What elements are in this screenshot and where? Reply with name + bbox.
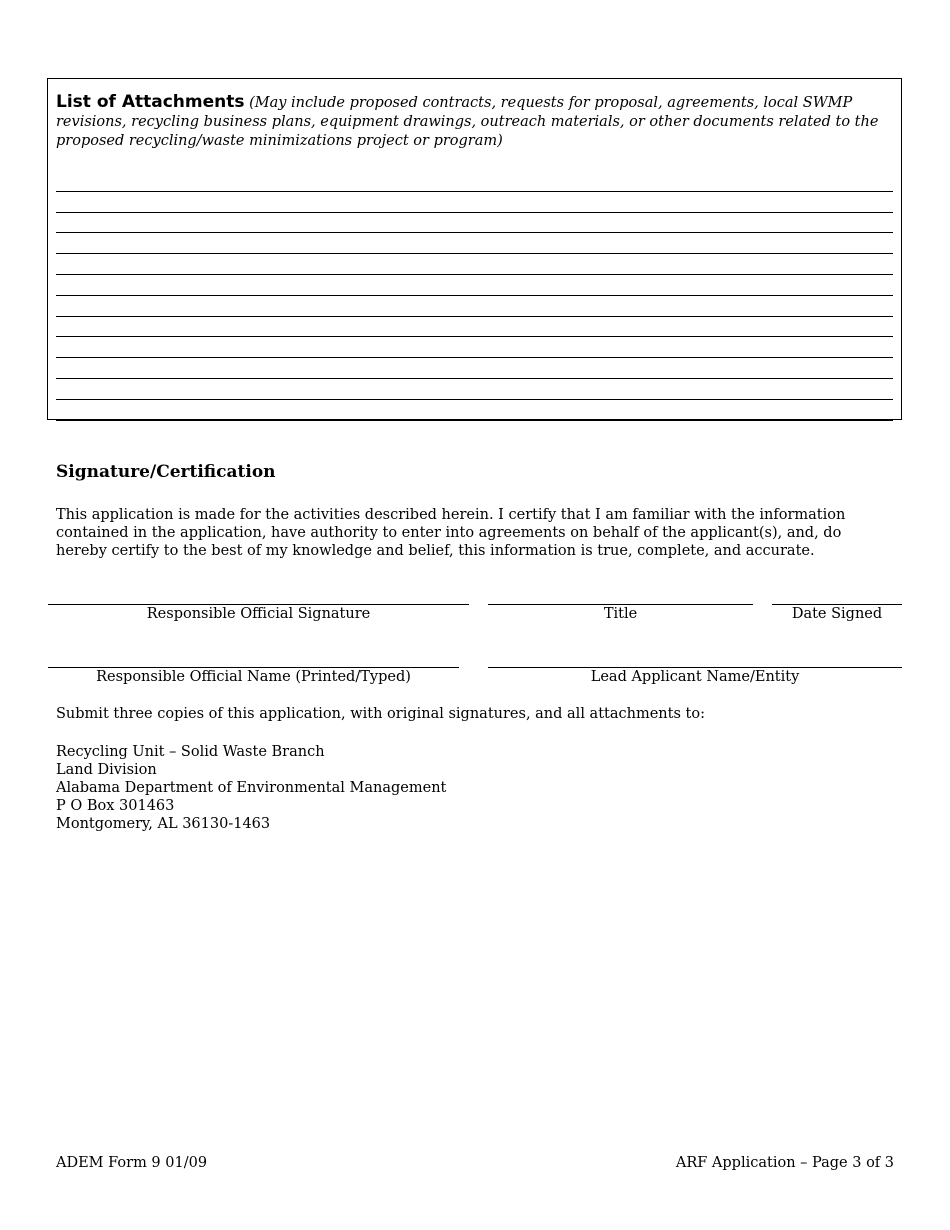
attachment-entry-line[interactable] (56, 400, 893, 421)
attachments-lines (56, 171, 893, 421)
signature-label: Responsible Official Signature (146, 606, 371, 622)
lead-applicant-field[interactable] (488, 667, 902, 685)
address-line: Montgomery, AL 36130-1463 (56, 816, 271, 832)
attachment-entry-line[interactable] (56, 296, 893, 317)
address-line: Recycling Unit – Solid Waste Branch (56, 744, 325, 760)
footer-page-label: ARF Application – Page 3 of 3 (675, 1155, 894, 1171)
address-line: Land Division (56, 762, 157, 778)
attachment-entry-line[interactable] (56, 171, 893, 192)
attachment-entry-line[interactable] (56, 275, 893, 296)
attachment-entry-line[interactable] (56, 317, 893, 338)
date-signed-label: Date Signed (791, 606, 883, 622)
official-name-field[interactable] (48, 667, 459, 685)
title-field[interactable] (488, 604, 753, 622)
certification-text: This application is made for the activities described herein. I certify that I am familiar with the information contained in the application, have authority to enter into agreements on behalf of the applicant(s), and, do hereby certify to the best of my knowledge and belief, this information is true, complete, and accurate. (56, 507, 846, 559)
mailing-address (56, 743, 446, 833)
date-signed-field[interactable] (772, 604, 902, 622)
address-line: Alabama Department of Environmental Management (56, 780, 447, 796)
attachments-note: (May include proposed contracts, requests for proposal, agreements, local SWMP revisions, recycling business plans, equipment drawings, outreach materials, or other documents related to the proposed recycling/waste minimizations project or program) (56, 95, 879, 149)
attachment-entry-line[interactable] (56, 337, 893, 358)
attachment-entry-line[interactable] (56, 254, 893, 275)
attachments-header (56, 93, 894, 151)
attachments-title: List of Attachments (56, 92, 245, 112)
attachment-entry-line[interactable] (56, 379, 893, 400)
attachment-entry-line[interactable] (56, 213, 893, 234)
address-line: P O Box 301463 (56, 798, 175, 814)
footer-form-id: ADEM Form 9 01/09 (56, 1155, 208, 1171)
certification-heading: Signature/Certification (56, 462, 276, 482)
official-name-label: Responsible Official Name (Printed/Typed) (96, 669, 411, 685)
attachments-section (47, 78, 902, 420)
attachment-entry-line[interactable] (56, 358, 893, 379)
lead-applicant-label: Lead Applicant Name/Entity (590, 669, 800, 685)
submission-instructions: Submit three copies of this application, with original signatures, and all attachments to: (56, 706, 705, 722)
attachment-entry-line[interactable] (56, 233, 893, 254)
signature-field[interactable] (48, 604, 469, 622)
title-label: Title (603, 606, 638, 622)
attachment-entry-line[interactable] (56, 192, 893, 213)
